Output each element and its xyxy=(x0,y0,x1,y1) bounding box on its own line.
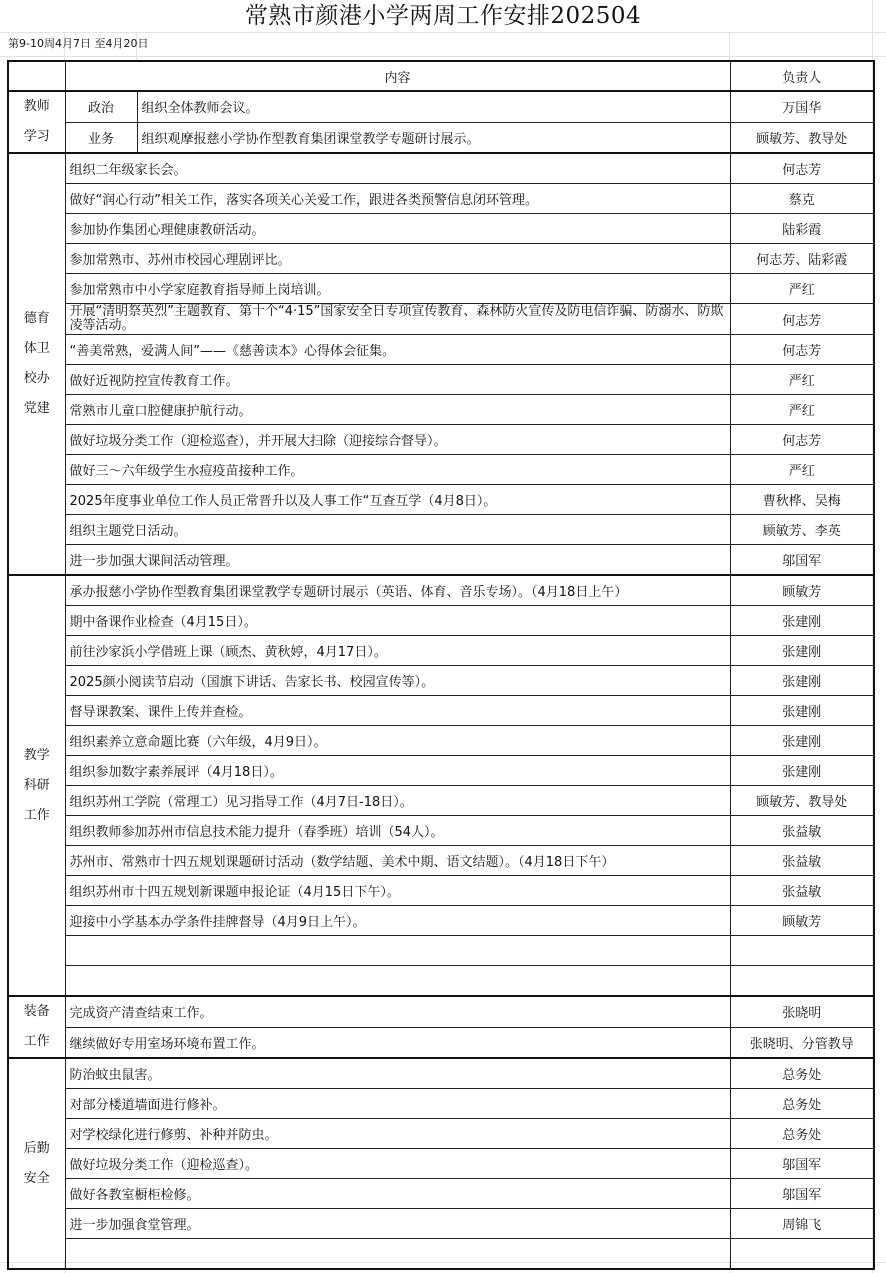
task-responsible: 严红 xyxy=(730,395,874,425)
table-row xyxy=(8,515,874,545)
table-row xyxy=(8,906,874,936)
task-content: 开展“清明祭英烈”主题教育、第十个“4·15”国家安全日专项宣传教育、森林防火宣传及防电信诈骗、防溺水、防欺凌等活动。 xyxy=(65,304,730,335)
category-logistics: 后勤 安全 xyxy=(8,1058,65,1269)
task-content: 做好垃圾分类工作（迎检巡查），并开展大扫除（迎接综合督导）。 xyxy=(65,425,730,455)
task-responsible xyxy=(730,936,874,966)
task-content: 做好垃圾分类工作（迎检巡查）。 xyxy=(65,1149,730,1179)
table-row xyxy=(8,606,874,636)
sub-category: 政治 xyxy=(65,91,137,122)
category-equipment: 装备 工作 xyxy=(8,996,65,1058)
table-row xyxy=(8,996,874,1027)
table-row xyxy=(8,184,874,214)
task-responsible: 张建刚 xyxy=(730,636,874,666)
category-teaching: 教学 科研 工作 xyxy=(8,575,65,996)
task-content: 做好“润心行动”相关工作，落实各项关心关爱工作，跟进各类预警信息闭环管理。 xyxy=(65,184,730,214)
table-row xyxy=(8,786,874,816)
task-responsible: 张益敏 xyxy=(730,876,874,906)
table-row xyxy=(8,153,874,184)
task-responsible: 何志芳 xyxy=(730,153,874,184)
table-row xyxy=(8,1209,874,1239)
task-content: 对学校绿化进行修剪、补种并防虫。 xyxy=(65,1119,730,1149)
task-responsible: 曹秋桦、吴梅 xyxy=(730,485,874,515)
table-row xyxy=(8,365,874,395)
task-content: 苏州市、常熟市十四五规划课题研讨活动（数学结题、美术中期、语文结题）。（4月18日下午） xyxy=(65,846,730,876)
task-content: 进一步加强大课间活动管理。 xyxy=(65,545,730,576)
task-responsible: 张建刚 xyxy=(730,666,874,696)
table-row xyxy=(8,455,874,485)
task-content: 完成资产清查结束工作。 xyxy=(65,996,730,1027)
task-responsible: 总务处 xyxy=(730,1089,874,1119)
task-content: 组织苏州工学院（常理工）见习指导工作（4月7日-18日）。 xyxy=(65,786,730,816)
task-responsible: 何志芳 xyxy=(730,304,874,335)
task-content: “善美常熟，爱满人间”——《慈善读本》心得体会征集。 xyxy=(65,335,730,365)
task-responsible: 万国华 xyxy=(730,91,874,122)
task-responsible: 严红 xyxy=(730,274,874,304)
task-content: 做好近视防控宣传教育工作。 xyxy=(65,365,730,395)
task-responsible: 张建刚 xyxy=(730,606,874,636)
table-row xyxy=(8,1149,874,1179)
task-responsible: 邬国军 xyxy=(730,1149,874,1179)
task-content: 防治蚊虫鼠害。 xyxy=(65,1058,730,1089)
task-content: 常熟市儿童口腔健康护航行动。 xyxy=(65,395,730,425)
task-content: 组织全体教师会议。 xyxy=(137,91,730,122)
task-content: 2025年度事业单位工作人员正常晋升以及人事工作“互查互学（4月8日）。 xyxy=(65,485,730,515)
schedule-table xyxy=(7,60,875,1270)
header-content: 内容 xyxy=(65,61,730,91)
task-content xyxy=(65,966,730,997)
task-content: 进一步加强食堂管理。 xyxy=(65,1209,730,1239)
task-content: 承办报慈小学协作型教育集团课堂教学专题研讨展示（英语、体育、音乐专场）。（4月18日上午） xyxy=(65,575,730,606)
task-responsible: 张晓明 xyxy=(730,996,874,1027)
table-row xyxy=(8,636,874,666)
task-responsible: 严红 xyxy=(730,455,874,485)
table-row xyxy=(8,395,874,425)
table-row xyxy=(8,1239,874,1270)
table-row xyxy=(8,274,874,304)
task-content: 组织参加数字素养展评（4月18日）。 xyxy=(65,756,730,786)
task-content: 参加常熟市、苏州市校园心理剧评比。 xyxy=(65,244,730,274)
task-content: 2025颜小阅读节启动（国旗下讲话、告家长书、校园宣传等）。 xyxy=(65,666,730,696)
table-row xyxy=(8,696,874,726)
task-content: 做好三～六年级学生水痘疫苗接种工作。 xyxy=(65,455,730,485)
task-content: 继续做好专用室场环境布置工作。 xyxy=(65,1027,730,1058)
table-row xyxy=(8,122,874,153)
category-moral: 德育 体卫 校办 党建 xyxy=(8,153,65,575)
table-row xyxy=(8,244,874,274)
task-content: 组织二年级家长会。 xyxy=(65,153,730,184)
task-responsible: 何志芳、陆彩霞 xyxy=(730,244,874,274)
page-title: 常熟市颜港小学两周工作安排202504 xyxy=(244,3,642,29)
table-row xyxy=(8,1058,874,1089)
table-row xyxy=(8,1179,874,1209)
table-row xyxy=(8,485,874,515)
table-row xyxy=(8,756,874,786)
task-content: 对部分楼道墙面进行修补。 xyxy=(65,1089,730,1119)
table-row xyxy=(8,1119,874,1149)
task-content xyxy=(65,1239,730,1270)
task-responsible: 张益敏 xyxy=(730,846,874,876)
task-content xyxy=(65,936,730,966)
task-responsible: 严红 xyxy=(730,365,874,395)
task-responsible: 何志芳 xyxy=(730,335,874,365)
task-responsible: 张益敏 xyxy=(730,816,874,846)
task-responsible: 邬国军 xyxy=(730,1179,874,1209)
task-content: 督导课教案、课件上传并查检。 xyxy=(65,696,730,726)
task-responsible: 张建刚 xyxy=(730,756,874,786)
task-responsible: 陆彩霞 xyxy=(730,214,874,244)
task-responsible: 蔡克 xyxy=(730,184,874,214)
task-content: 组织教师参加苏州市信息技术能力提升（春季班）培训（54人）。 xyxy=(65,816,730,846)
header-row xyxy=(8,61,874,91)
task-content: 期中备课作业检查（4月15日）。 xyxy=(65,606,730,636)
table-row xyxy=(8,214,874,244)
task-content: 组织主题党日活动。 xyxy=(65,515,730,545)
task-content: 参加协作集团心理健康教研活动。 xyxy=(65,214,730,244)
table-row xyxy=(8,816,874,846)
task-responsible: 顾敏芳 xyxy=(730,906,874,936)
task-responsible: 张建刚 xyxy=(730,696,874,726)
table-row xyxy=(8,876,874,906)
task-responsible: 周锦飞 xyxy=(730,1209,874,1239)
task-content: 组织苏州市十四五规划新课题申报论证（4月15日下午）。 xyxy=(65,876,730,906)
task-responsible xyxy=(730,1239,874,1270)
task-responsible: 总务处 xyxy=(730,1058,874,1089)
task-content: 迎接中小学基本办学条件挂牌督导（4月9日上午）。 xyxy=(65,906,730,936)
table-row xyxy=(8,545,874,576)
table-row xyxy=(8,726,874,756)
task-responsible: 何志芳 xyxy=(730,425,874,455)
task-responsible: 邬国军 xyxy=(730,545,874,576)
task-content: 参加常熟市中小学家庭教育指导师上岗培训。 xyxy=(65,274,730,304)
task-responsible: 顾敏芳、教导处 xyxy=(730,122,874,153)
task-responsible: 顾敏芳、李英 xyxy=(730,515,874,545)
task-responsible: 顾敏芳、教导处 xyxy=(730,786,874,816)
table-row xyxy=(8,304,874,335)
table-row xyxy=(8,1027,874,1058)
table-row xyxy=(8,91,874,122)
table-row xyxy=(8,575,874,606)
table-row xyxy=(8,936,874,966)
task-responsible xyxy=(730,966,874,997)
task-responsible: 顾敏芳 xyxy=(730,575,874,606)
sub-category: 业务 xyxy=(65,122,137,153)
table-row xyxy=(8,846,874,876)
task-content: 组织素养立意命题比赛（六年级，4月9日）。 xyxy=(65,726,730,756)
table-row xyxy=(8,1089,874,1119)
task-content: 组织观摩报慈小学协作型教育集团课堂教学专题研讨展示。 xyxy=(137,122,730,153)
header-responsible: 负责人 xyxy=(730,61,874,91)
table-row xyxy=(8,335,874,365)
date-range: 第9-10周4月7日 至4月20日 xyxy=(8,37,149,50)
table-row xyxy=(8,666,874,696)
task-content: 前往沙家浜小学借班上课（顾杰、黄秋婷，4月17日）。 xyxy=(65,636,730,666)
task-responsible: 张晓明、分管教导 xyxy=(730,1027,874,1058)
table-row xyxy=(8,966,874,997)
table-row xyxy=(8,425,874,455)
task-responsible: 总务处 xyxy=(730,1119,874,1149)
task-responsible: 张建刚 xyxy=(730,726,874,756)
category-teacher-study: 教师 学习 xyxy=(8,91,65,153)
task-content: 做好各教室橱柜检修。 xyxy=(65,1179,730,1209)
